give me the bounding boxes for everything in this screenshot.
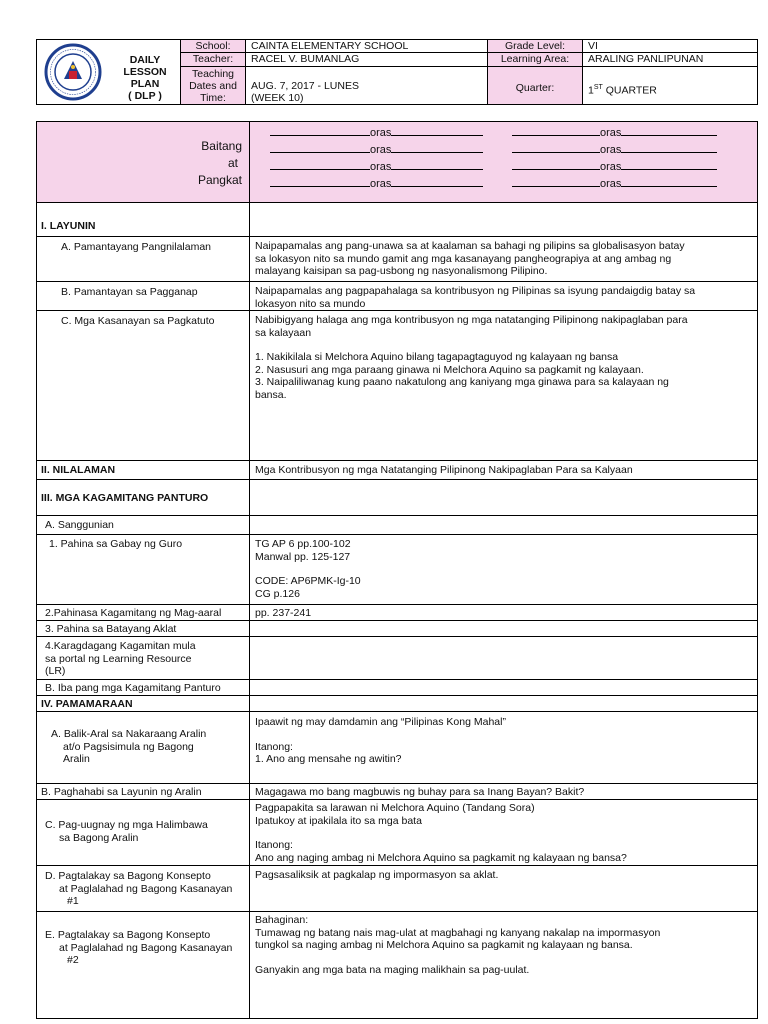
iba-pang-row [37,680,757,696]
pamamaraan-label: IV. PAMAMARAAN [37,696,250,711]
kagamitan-label: III. MGA KAGAMITANG PANTURO [37,480,250,515]
pagtalakay-1-row [37,866,757,912]
layunin-label: I. LAYUNIN [37,203,250,236]
learning-area-value: ARALING PANLIPUNAN [588,53,704,65]
pamamaraan-row [37,696,757,712]
quarter-value: 1ST QUARTER [588,84,657,97]
baitang-row [37,122,757,203]
pagtalakay-1-label: D. Pagtalakay sa Bagong Konsepto at Paglalahad ng Bagong Kasanayan #1 [37,866,250,911]
pamantayan-pagganap-row [37,282,757,311]
pahina-mag-aaral-row [37,605,757,621]
teacher-value: RACEL V. BUMANLAG [251,53,360,65]
pamantayang-pangnilalaman-label: A. Pamantayang Pangnilalaman [37,237,250,281]
paghahabi-label: B. Paghahabi sa Layunin ng Aralin [37,784,250,799]
baitang-label: Baitang at Pangkat [37,122,250,202]
pahina-gabay-text: TG AP 6 pp.100-102 Manwal pp. 125-127 CODE: AP6PMK-Ig-10 CG p.126 [255,538,361,600]
header-table [36,39,758,105]
pahina-mag-aaral-label: 2.Pahinasa Kagamitang ng Mag-aaral [37,605,250,620]
balik-aral-label: A. Balik-Aral sa Nakaraang Aralin at/o Pagsisimula ng Bagong Aralin [37,712,250,783]
kasanayan-pagkatuto-row [37,311,757,461]
iba-pang-label: B. Iba pang mga Kagamitang Panturo [37,680,250,695]
nilalaman-text: Mga Kontribusyon ng mga Natatanging Pilipinong Nakipaglaban Para sa Kalyaan [255,464,633,476]
learning-area-label: Learning Area: [488,53,582,66]
pagtalakay-1-text: Pagsasaliksik at pagkalap ng impormasyon sa aklat. [255,869,499,881]
grade-level-label: Grade Level: [488,40,582,52]
kagamitan-row [37,480,757,516]
pamantayang-pangnilalaman-row [37,237,757,282]
kasanayan-pagkatuto-text: Nabibigyang halaga ang mga kontribusyon ng mga natatanging Pilipinong nakipaglaban para sa kalayaan 1. Nakikilala si Melchora Aquino bilang tagapagtaguyod ng kalayaan ng bansa 2. Nasusuri ang mga paraang ginawa ni Melchora Aquino sa pagkamit ng kalayaan. 3. Naipaliliwanag kung paano nakatulong ang kaniyang mga ginawa para sa kalayaan ng bansa. [255,314,688,401]
karagdagang-row [37,637,757,680]
teacher-label: Teacher: [181,53,245,66]
quarter-label: Quarter: [488,67,582,104]
nilalaman-label: II. NILALAMAN [37,461,250,479]
pagtalakay-2-text: Bahaginan: Tumawag ng batang nais mag-ulat at magbahagi ng kanyang nakalap na impormasyon tungkol sa naging ambag ni Melchora Aquino sa pagkamit ng kalayaan ng bansa. Ganyakin ang mga bata na maging malikhain sa pag-uulat. [255,914,661,976]
batayang-aklat-row [37,621,757,637]
balik-aral-row [37,712,757,784]
pamantayang-pangnilalaman-text: Naipapamalas ang pang-unawa sa at kaalaman sa bahagi ng pilipins sa globalisasyon batay sa lokasyon nito sa mundo gamit ang mga kasanayang pangheograpiya at ang ambag ng malayang kaisipan sa pag-usbong ng nasyonalismong Pilipino. [255,240,685,277]
pag-uugnay-text: Pagpapakita sa larawan ni Melchora Aquino (Tandang Sora) Ipatukoy at ipakilala ito sa mga bata Itanong: Ano ang naging ambag ni Melchora Aquino sa pagkamit ng kalayaan ng bansa? [255,802,627,864]
sanggunian-label: A. Sanggunian [37,516,250,534]
school-label: School: [181,40,245,52]
pagtalakay-2-row [37,912,757,1018]
pag-uugnay-row [37,800,757,866]
oras-grid: oras oras oras oras oras oras oras oras [250,122,757,202]
pamantayan-pagganap-label: B. Pamantayan sa Pagganap [37,282,250,310]
layunin-row [37,203,757,237]
karagdagang-label: 4.Karagdagang Kagamitan mula sa portal ng Learning Resource (LR) [37,637,250,679]
pag-uugnay-label: C. Pag-uugnay ng mga Halimbawa sa Bagong Aralin [37,800,250,865]
lesson-table [36,121,758,1019]
dlp-title: DAILY LESSON PLAN ( DLP ) [123,54,167,102]
pahina-gabay-row [37,535,757,605]
sanggunian-row [37,516,757,535]
kasanayan-pagkatuto-label: C. Mga Kasanayan sa Pagkatuto [37,311,250,460]
pagtalakay-2-label: E. Pagtalakay sa Bagong Konsepto at Paglalahad ng Bagong Kasanayan #2 [37,912,250,1018]
batayang-aklat-label: 3. Pahina sa Batayang Aklat [37,621,250,636]
nilalaman-row [37,461,757,480]
paghahabi-row [37,784,757,800]
grade-level-value: VI [588,40,598,52]
balik-aral-text: Ipaawit ng may damdamin ang “Pilipinas Kong Mahal” Itanong: 1. Ano ang mensahe ng awitin? [255,716,506,765]
pahina-gabay-label: 1. Pahina sa Gabay ng Guro [37,535,250,604]
teaching-dates-value: AUG. 7, 2017 - LUNES (WEEK 10) [251,80,359,104]
teaching-dates-label: Teaching Dates and Time: [181,67,245,104]
school-value: CAINTA ELEMENTARY SCHOOL [251,40,409,52]
paghahabi-text: Magagawa mo bang magbuwis ng buhay para sa Inang Bayan? Bakit? [255,786,585,798]
pahina-mag-aaral-text: pp. 237-241 [255,607,312,619]
pamantayan-pagganap-text: Naipapamalas ang pagpapahalaga sa kontribusyon ng Pilipinas sa isyung pandaigdig batay sa lokasyon nito sa mundo [255,285,696,310]
